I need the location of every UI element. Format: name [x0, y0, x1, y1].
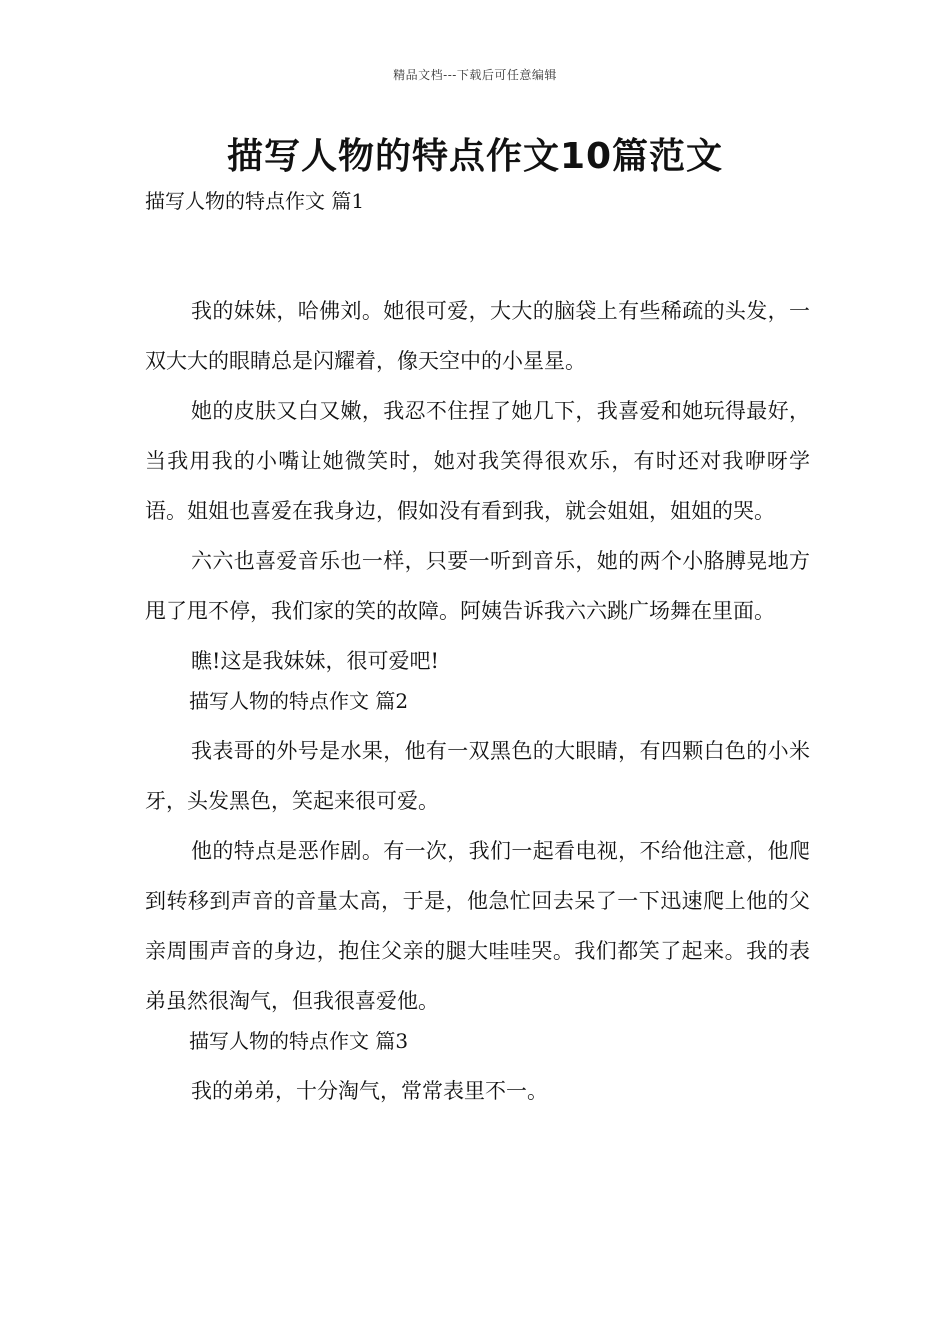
paragraph: 我的妹妹，哈佛刘。她很可爱，大大的脑袋上有些稀疏的头发，一双大大的眼睛总是闪耀着，像天空中的小星星。: [145, 299, 810, 373]
paragraph: 六六也喜爱音乐也一样，只要一听到音乐，她的两个小胳膊晃地方甩了甩不停，我们家的笑的故障。阿姨告诉我六六跳广场舞在里面。: [145, 549, 810, 623]
paragraph: 他的特点是恶作剧。有一次，我们一起看电视，不给他注意，他爬到转移到声音的音量太高，于是，他急忙回去呆了一下迅速爬上他的父亲周围声音的身边，抱住父亲的腿大哇哇哭。我们都笑了起来。我的表弟虽然很淘气，但我很喜爱他。: [145, 839, 810, 1013]
paragraph: 她的皮肤又白又嫩，我忍不住捏了她几下，我喜爱和她玩得最好，当我用我的小嘴让她微笑时，她对我笑得很欢乐，有时还对我咿呀学语。姐姐也喜爱在我身边，假如没有看到我，就会姐姐，姐姐的哭。: [145, 399, 810, 523]
section-heading: 描写人物的特点作文 篇2: [189, 689, 409, 713]
document-title: 描写人物的特点作文10篇范文: [226, 136, 724, 177]
section-heading: 描写人物的特点作文 篇3: [189, 1029, 409, 1053]
paragraph: 瞧!这是我妹妹，很可爱吧!: [191, 649, 439, 673]
document-body: [145, 186, 810, 1116]
header-note: 精品文档---下载后可任意编辑: [393, 68, 557, 82]
paragraph: 我表哥的外号是水果，他有一双黑色的大眼睛，有四颗白色的小米牙，头发黑色，笑起来很可爱。: [145, 739, 810, 813]
paragraph: 我的弟弟，十分淘气，常常表里不一。: [191, 1079, 548, 1103]
section-heading: 描写人物的特点作文 篇1: [145, 189, 365, 213]
